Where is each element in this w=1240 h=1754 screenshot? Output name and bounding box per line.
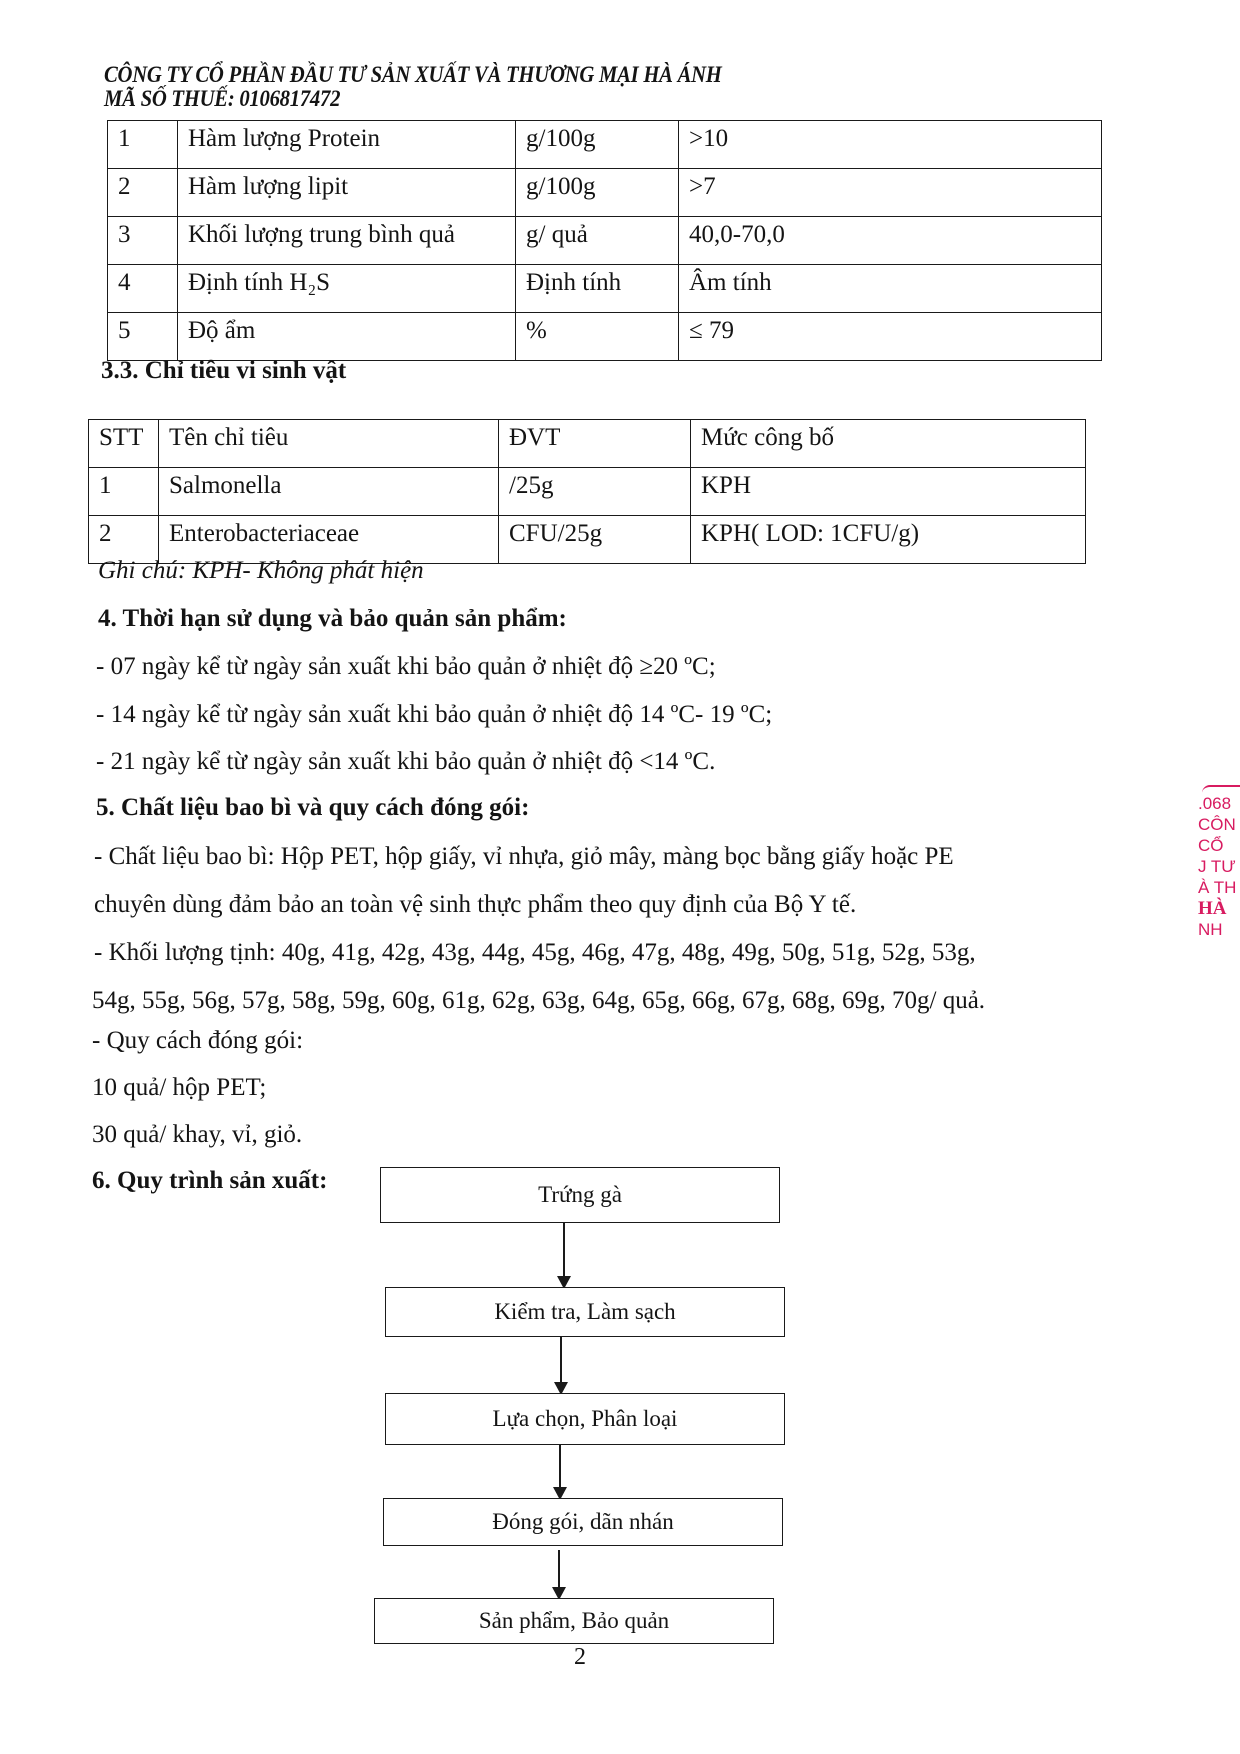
packing-line: 30 quả/ khay, vỉ, giỏ. [92, 1121, 303, 1148]
flow-step-2 [385, 1287, 785, 1337]
packing-title: - Quy cách đóng gói: [92, 1027, 304, 1054]
cell-value: ≤ 79 [679, 313, 1102, 361]
flow-step-label: Đóng gói, dãn nhán [492, 1509, 674, 1534]
arrow-down-icon [563, 1223, 565, 1287]
shelf-life-line: - 07 ngày kể từ ngày sản xuất khi bảo quản ở nhiệt độ ≥20 ºC; [96, 653, 716, 680]
flow-step-4 [383, 1498, 783, 1546]
flow-step-label: Sản phẩm, Bảo quản [478, 1608, 670, 1633]
cell-name: Định tính H₂S [178, 265, 516, 313]
table-row [108, 217, 1102, 265]
table-row [108, 265, 1102, 313]
flow-step-label: Lựa chọn, Phân loại [492, 1406, 678, 1431]
header-unit: ĐVT [499, 420, 691, 468]
table-row [108, 169, 1102, 217]
page-number: 2 [574, 1644, 586, 1670]
cell-stt: 4 [108, 265, 178, 313]
table-row [108, 121, 1102, 169]
company-stamp [1198, 785, 1240, 990]
net-weight-line: - Khối lượng tịnh: 40g, 41g, 42g, 43g, 44g, 45g, 46g, 47g, 48g, 49g, 50g, 51g, 52g, 53g, [94, 939, 976, 966]
stamp-text: J TƯ [1198, 857, 1236, 876]
stamp-text: CÔN [1198, 815, 1236, 834]
flow-step-3 [385, 1393, 785, 1445]
cell-unit: /25g [499, 468, 691, 516]
cell-name: Salmonella [159, 468, 499, 516]
cell-stt: 3 [108, 217, 178, 265]
company-name: CÔNG TY CỔ PHẦN ĐẦU TƯ SẢN XUẤT VÀ THƯƠNG MẠI HÀ ÁNH [104, 62, 722, 87]
section-3-3-title: 3.3. Chỉ tiêu vi sinh vật [101, 357, 347, 384]
shelf-life-line: - 21 ngày kể từ ngày sản xuất khi bảo quản ở nhiệt độ <14 ºC. [96, 748, 716, 775]
header-name: Tên chỉ tiêu [159, 420, 499, 468]
cell-value: 40,0-70,0 [679, 217, 1102, 265]
material-line: chuyên dùng đảm bảo an toàn vệ sinh thực phẩm theo quy định của Bộ Y tế. [94, 891, 857, 918]
stamp-text: HÀ [1198, 898, 1227, 919]
arrow-down-icon [559, 1445, 561, 1498]
arrow-down-icon [558, 1550, 560, 1598]
cell-value: >7 [679, 169, 1102, 217]
section-6-title: 6. Quy trình sản xuất: [92, 1167, 328, 1194]
flow-step-1 [380, 1167, 780, 1223]
cell-unit: Định tính [516, 265, 679, 313]
cell-stt: 2 [89, 516, 159, 564]
cell-value: KPH( LOD: 1CFU/g) [691, 516, 1086, 564]
header-value: Mức công bố [691, 420, 1086, 468]
physchem-table [107, 120, 1102, 361]
cell-name: Khối lượng trung bình quả [178, 217, 516, 265]
flow-step-label: Trứng gà [538, 1182, 622, 1207]
table-row [108, 313, 1102, 361]
shelf-life-line: - 14 ngày kể từ ngày sản xuất khi bảo quản ở nhiệt độ 14 ºC- 19 ºC; [96, 701, 773, 728]
cell-name: Hàm lượng Protein [178, 121, 516, 169]
table-row [89, 468, 1086, 516]
flow-step-label: Kiểm tra, Làm sạch [494, 1299, 676, 1324]
stamp-text: NH [1198, 920, 1223, 939]
cell-value: Âm tính [679, 265, 1102, 313]
stamp-text: À TH [1198, 878, 1237, 897]
cell-name: Enterobacteriaceae [159, 516, 499, 564]
note: Ghi chú: KPH- Không phát hiện [98, 557, 424, 584]
cell-unit: % [516, 313, 679, 361]
arrow-down-icon [560, 1337, 562, 1393]
stamp-text: CỔ [1198, 836, 1224, 855]
material-line: - Chất liệu bao bì: Hộp PET, hộp giấy, vỉ nhựa, giỏ mây, màng bọc bằng giấy hoặc PE [94, 843, 954, 870]
tax-code: MÃ SỐ THUẾ: 0106817472 [104, 86, 341, 111]
header-stt: STT [89, 420, 159, 468]
cell-name: Hàm lượng lipit [178, 169, 516, 217]
cell-stt: 1 [89, 468, 159, 516]
table-header-row [89, 420, 1086, 468]
cell-value: >10 [679, 121, 1102, 169]
section-4-title: 4. Thời hạn sử dụng và bảo quản sản phẩm: [98, 605, 567, 632]
microbio-table [88, 419, 1086, 564]
cell-unit: CFU/25g [499, 516, 691, 564]
net-weight-line: 54g, 55g, 56g, 57g, 58g, 59g, 60g, 61g, 62g, 63g, 64g, 65g, 66g, 67g, 68g, 69g, 70g/ quả. [92, 987, 986, 1014]
cell-stt: 5 [108, 313, 178, 361]
cell-stt: 2 [108, 169, 178, 217]
section-5-title: 5. Chất liệu bao bì và quy cách đóng gói: [96, 794, 530, 821]
stamp-arc [1202, 785, 1240, 793]
cell-stt: 1 [108, 121, 178, 169]
cell-name: Độ ẩm [178, 313, 516, 361]
cell-value: KPH [691, 468, 1086, 516]
cell-unit: g/ quả [516, 217, 679, 265]
flow-step-5 [374, 1598, 774, 1644]
stamp-text: .068 [1198, 794, 1232, 813]
packing-line: 10 quả/ hộp PET; [92, 1074, 267, 1101]
cell-unit: g/100g [516, 169, 679, 217]
cell-unit: g/100g [516, 121, 679, 169]
